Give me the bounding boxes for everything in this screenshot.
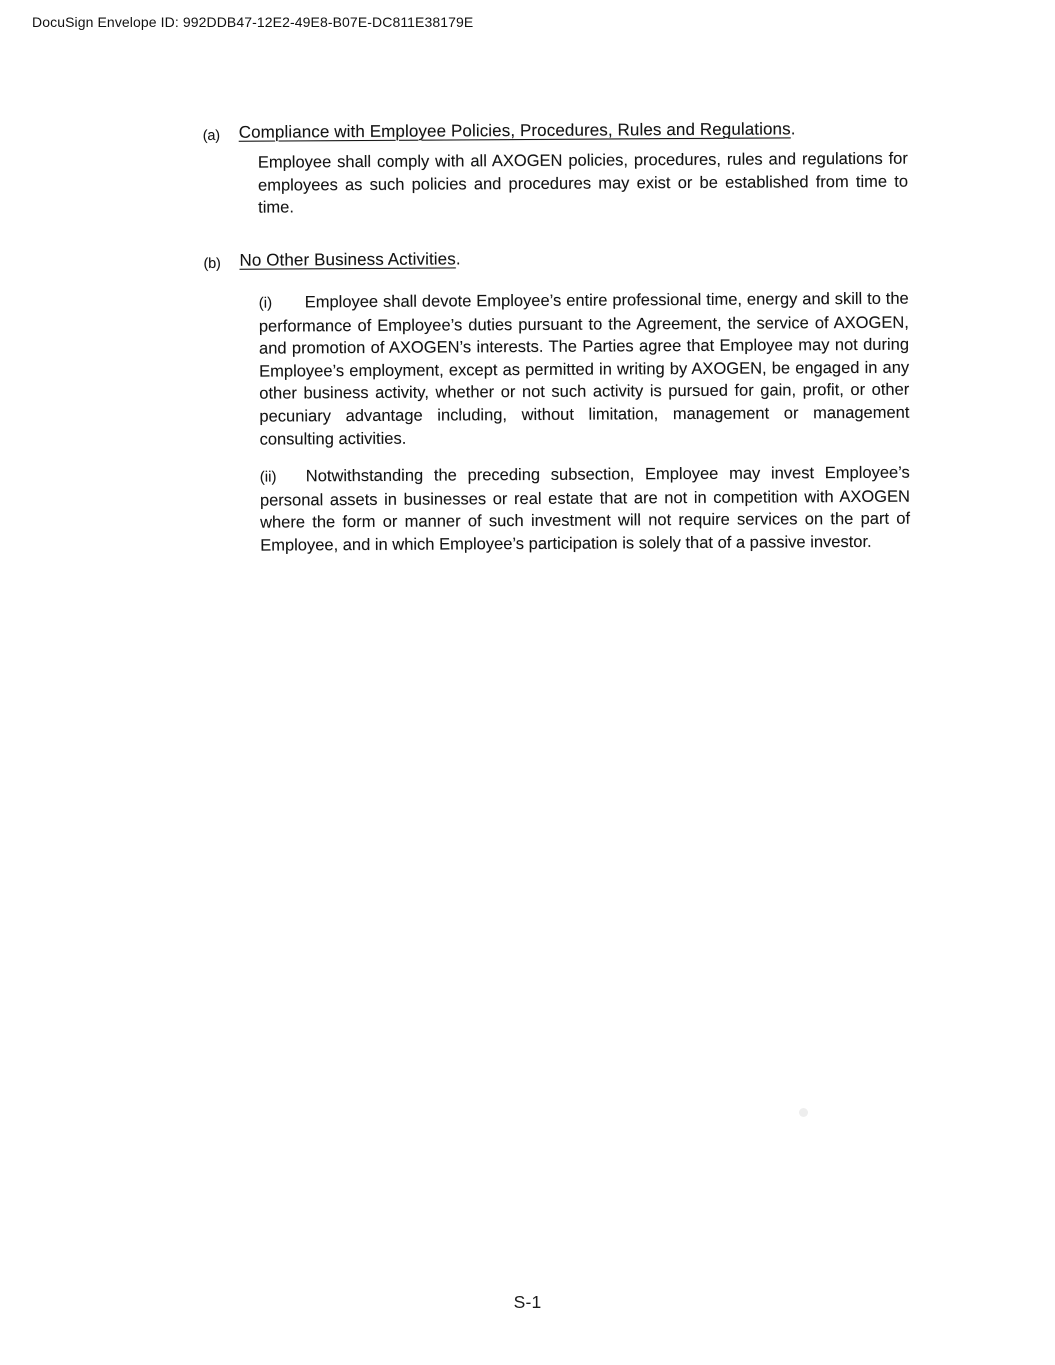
section-b-label: (b): [203, 255, 221, 272]
paragraph-i-marker: (i): [258, 294, 273, 312]
section-b-heading-text: No Other Business Activities: [239, 249, 456, 270]
paragraph-ii-text: Notwithstanding the preceding subsection, Employee may invest Employee’s personal assets in businesses or real estate that are not in competition with AXOGEN where the form or manner of such investment will not require services on the part of Employee, and in which Employee’s participation is solely that of a passive investor.: [259, 463, 911, 555]
section-b-heading: [239, 249, 460, 270]
page-number: S-1: [513, 1292, 542, 1312]
paragraph-ii-marker: (ii): [259, 468, 277, 486]
section-a-paragraph: [258, 148, 908, 220]
paragraph-i-text: Employee shall devote Employee’s entire professional time, energy and skill to the performance of Employee’s duties pursuant to the Agreement, the service of AXOGEN, and promotion of AXOGEN’s interests. The Parties agree that Employee may not during Employee’s employment, except as permitted in writing by AXOGEN, be engaged in any other business activity, whether or not such activity is pursued for gain, profit, or other pecuniary advantage including, without limitation, management or management consulting activities.: [258, 289, 910, 449]
scan-speck-artifact: [799, 1108, 808, 1117]
section-a-paragraph-text: Employee shall comply with all AXOGEN policies, procedures, rules and regulations for employees as such policies and procedures may exist or be established from time to time.: [257, 149, 909, 217]
section-a-label: (a): [202, 127, 220, 144]
section-a-heading-period: .: [790, 119, 796, 139]
section-a-heading-text: Compliance with Employee Policies, Procedures, Rules and Regulations: [238, 119, 791, 142]
section-a-heading: [239, 119, 796, 142]
section-b-heading-period: .: [455, 249, 461, 269]
docusign-envelope-id: DocuSign Envelope ID: 992DDB47-12E2-49E8-B07E-DC811E38179E: [32, 14, 474, 30]
section-b-paragraph-ii: [260, 462, 911, 557]
section-b-paragraph-i: [259, 288, 910, 451]
